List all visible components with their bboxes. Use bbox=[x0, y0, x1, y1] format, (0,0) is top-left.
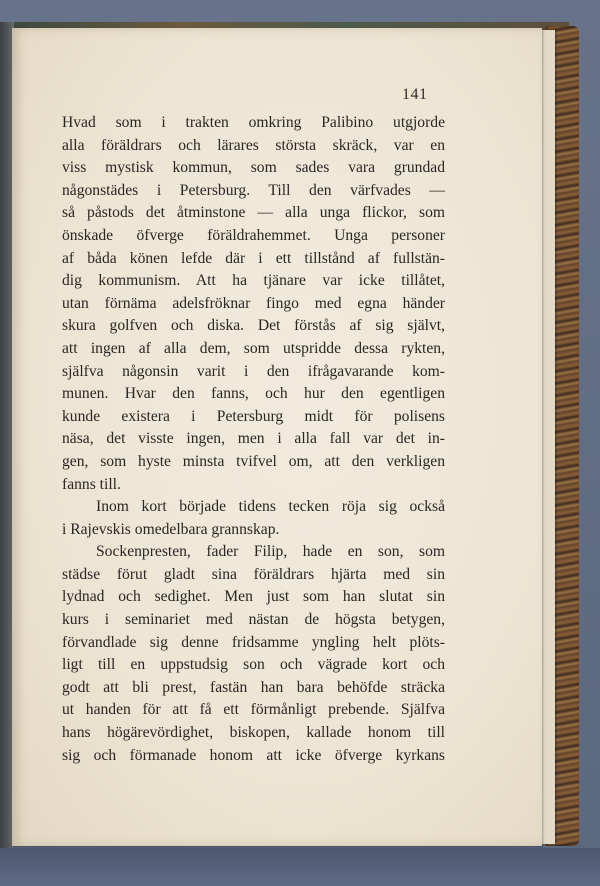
text-line: ut handen för att få ett förmånligt prebende. Själfva bbox=[62, 701, 445, 719]
text-line: kunde existera i Petersburg midt för polisens bbox=[62, 407, 445, 425]
text-line: fanns till. bbox=[62, 475, 121, 493]
text-line: af båda könen lefde där i ett tillstånd af fullstän- bbox=[62, 249, 445, 267]
text-line: utan förnäma adelsfröknar fingo med egna händer bbox=[62, 294, 445, 312]
text-line: näsa, det visste ingen, men i alla fall var det in- bbox=[62, 430, 445, 448]
text-line: ligt till en uppstudsig son och vägrade kort och bbox=[62, 656, 445, 674]
scan-background-bottom bbox=[0, 848, 600, 886]
text-line: städse förut gladt sina föräldrars hjärta med sin bbox=[62, 565, 445, 583]
text-line: att ingen af alla dem, som utspridde dessa rykten, bbox=[62, 339, 445, 357]
text-line: viss mystisk kommun, som sades vara grundad bbox=[62, 159, 445, 177]
text-line: sig och förmanade honom att icke öfverge kyrkans bbox=[62, 746, 445, 764]
text-line: i Rajevskis omedelbara grannskap. bbox=[62, 520, 280, 538]
text-line: lydnad och sedighet. Men just som han slutat sin bbox=[62, 588, 445, 606]
text-line: så påstods det åtminstone — alla unga flickor, som bbox=[62, 204, 445, 222]
body-text bbox=[62, 112, 445, 767]
text-line: skura golfven och diska. Det förstås af sig självt, bbox=[62, 317, 445, 335]
page-number: 141 bbox=[402, 86, 428, 103]
text-line: kurs i seminariet med nästan de högsta betygen, bbox=[62, 611, 445, 629]
text-line: alla föräldrars och lärares största skräck, var en bbox=[62, 136, 445, 154]
text-line: munen. Hvar den fanns, och hur den egentligen bbox=[62, 385, 445, 403]
text-line: någonstädes i Petersburg. Till den värfvades — bbox=[62, 181, 445, 199]
text-line: själfva någonsin varit i den ifrågavarande kom- bbox=[62, 362, 445, 380]
text-line: hans högärevördighet, biskopen, kallade honom till bbox=[62, 724, 445, 742]
text-line: gen, som hyste minsta tvifvel om, att den verkligen bbox=[62, 452, 445, 470]
text-line: förvandlade sig denne fridsamme yngling helt plöts- bbox=[62, 633, 445, 651]
text-line: Sockenpresten, fader Filip, hade en son, som bbox=[96, 543, 445, 561]
text-line: Hvad som i trakten omkring Palibino utgjorde bbox=[62, 114, 445, 131]
text-line: godt att bli prest, fastän han bara behöfde sträcka bbox=[62, 678, 445, 696]
text-line: Inom kort började tidens tecken röja sig också bbox=[96, 498, 445, 516]
text-line: dig kommunism. Att ha tjänare var icke tillåtet, bbox=[62, 272, 445, 290]
text-line: önskade öfverge föräldrahemmet. Unga personer bbox=[62, 226, 445, 244]
